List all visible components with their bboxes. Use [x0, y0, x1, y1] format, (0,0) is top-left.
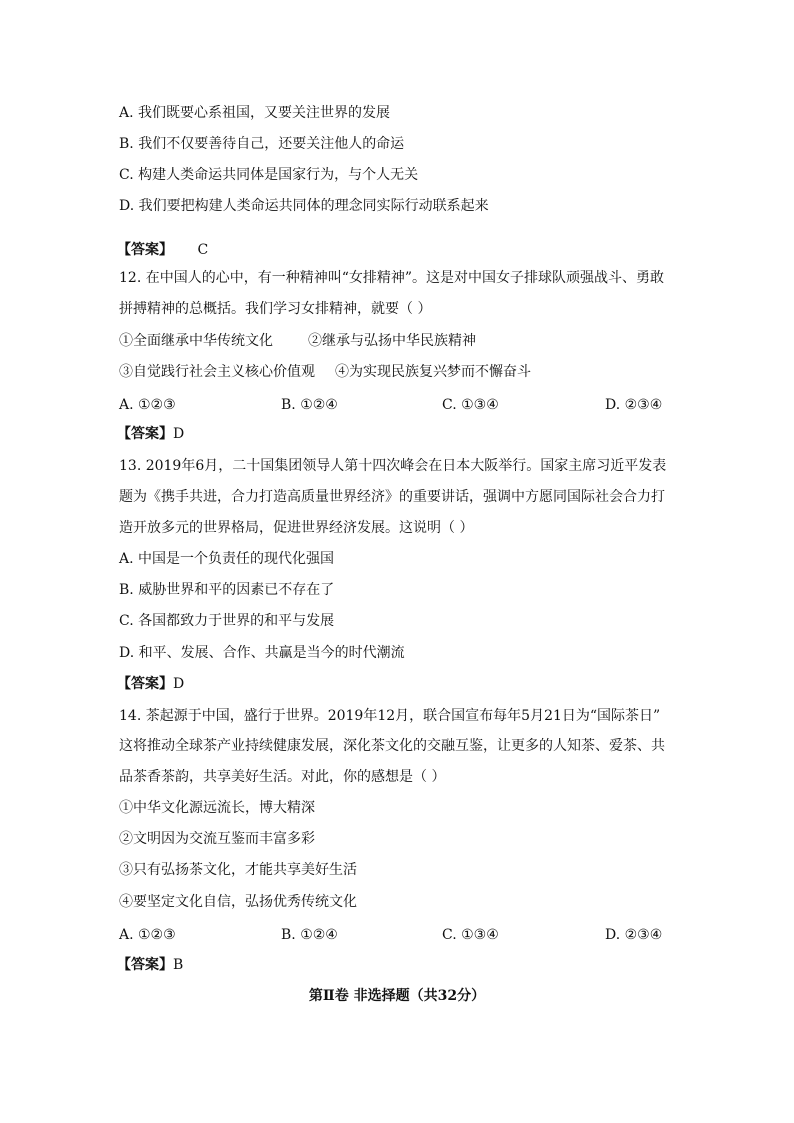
q13-stem-line-2: 题为《携手共进，合力打造高质量世界经济》的重要讲话，强调中方愿同国际社会合力打: [119, 489, 665, 505]
answer-value: D: [173, 676, 185, 692]
q11-answer: [117, 240, 208, 260]
section-title: 第Ⅱ卷 非选择题（共32分）: [308, 988, 486, 1004]
q12-choice-c: C. ①③④: [442, 397, 499, 413]
answer-label: 【答案】: [117, 957, 173, 973]
q14-choice-b: B. ①②④: [281, 927, 338, 943]
answer-label: 【答案】: [117, 676, 173, 692]
q13-stem-line-1: 13. 2019年6月，二十国集团领导人第十四次峰会在日本大阪举行。国家主席习近平发表: [119, 458, 667, 474]
answer-value: B: [173, 957, 184, 973]
q13-option-a: A. 中国是一个负责任的现代化强国: [119, 551, 335, 567]
q12-stem-line-2: 拼搏精神的总概括。我们学习女排精神，就要（ ）: [119, 301, 432, 317]
q11-option-d: D. 我们要把构建人类命运共同体的理念同实际行动联系起来: [119, 198, 489, 214]
q11-option-c: C. 构建人类命运共同体是国家行为，与个人无关: [119, 167, 419, 183]
q12-choices: [119, 395, 679, 415]
q12-choice-a: A. ①②③: [119, 397, 176, 413]
q14-choice-c: C. ①③④: [442, 927, 499, 943]
q13-stem-line-3: 造开放多元的世界格局，促进世界经济发展。这说明（ ）: [119, 520, 474, 536]
q12-item-4: ④为实现民族复兴梦而不懈奋斗: [335, 364, 531, 380]
q14-stem-line-1: 14. 茶起源于中国，盛行于世界。2019年12月，联合国宣布每年5月21日为“国际茶日”: [119, 708, 661, 724]
q12-item-2: ②继承与弘扬中华民族精神: [308, 333, 476, 349]
q13-option-d: D. 和平、发展、合作、共赢是当今的时代潮流: [119, 645, 405, 661]
q11-option-a: A. 我们既要心系祖国，又要关注世界的发展: [119, 105, 391, 121]
q12-stem-line-1: 12. 在中国人的心中，有一种精神叫“女排精神”。这是对中国女子排球队顽强战斗、勇敢: [119, 270, 665, 286]
q12-items-row-1: [119, 331, 679, 351]
q14-answer: [117, 955, 183, 975]
q13-option-c: C. 各国都致力于世界的和平与发展: [119, 613, 335, 629]
q14-stem-line-3: 品茶香茶韵，共享美好生活。对此，你的感想是（ ）: [119, 769, 446, 785]
q14-choice-d: D. ②③④: [605, 927, 663, 943]
answer-value: C: [197, 242, 209, 258]
q12-item-1: ①全面继承中华传统文化: [119, 333, 273, 349]
q13-answer: [117, 674, 184, 694]
answer-value: D: [173, 426, 185, 442]
q14-item-2: ②文明因为交流互鉴而丰富多彩: [119, 831, 315, 847]
q14-stem-line-2: 这将推动全球茶产业持续健康发展，深化茶文化的交融互鉴，让更多的人知茶、爱茶、共: [119, 738, 665, 754]
q12-choice-d: D. ②③④: [605, 397, 663, 413]
q12-items-row-2: [119, 362, 679, 382]
q11-option-b: B. 我们不仅要善待自己，还要关注他人的命运: [119, 136, 405, 152]
q12-choice-b: B. ①②④: [281, 397, 338, 413]
q14-item-3: ③只有弘扬茶文化，才能共享美好生活: [119, 862, 357, 878]
q12-item-3: ③自觉践行社会主义核心价值观: [119, 364, 315, 380]
q14-item-1: ①中华文化源远流长，博大精深: [119, 800, 315, 816]
q13-option-b: B. 威胁世界和平的因素已不存在了: [119, 582, 335, 598]
answer-label: 【答案】: [117, 426, 173, 442]
q14-choice-a: A. ①②③: [119, 927, 176, 943]
q12-answer: [117, 424, 184, 444]
q14-item-4: ④要坚定文化自信，弘扬优秀传统文化: [119, 894, 357, 910]
answer-label: 【答案】: [117, 242, 173, 258]
q14-choices: [119, 925, 679, 945]
